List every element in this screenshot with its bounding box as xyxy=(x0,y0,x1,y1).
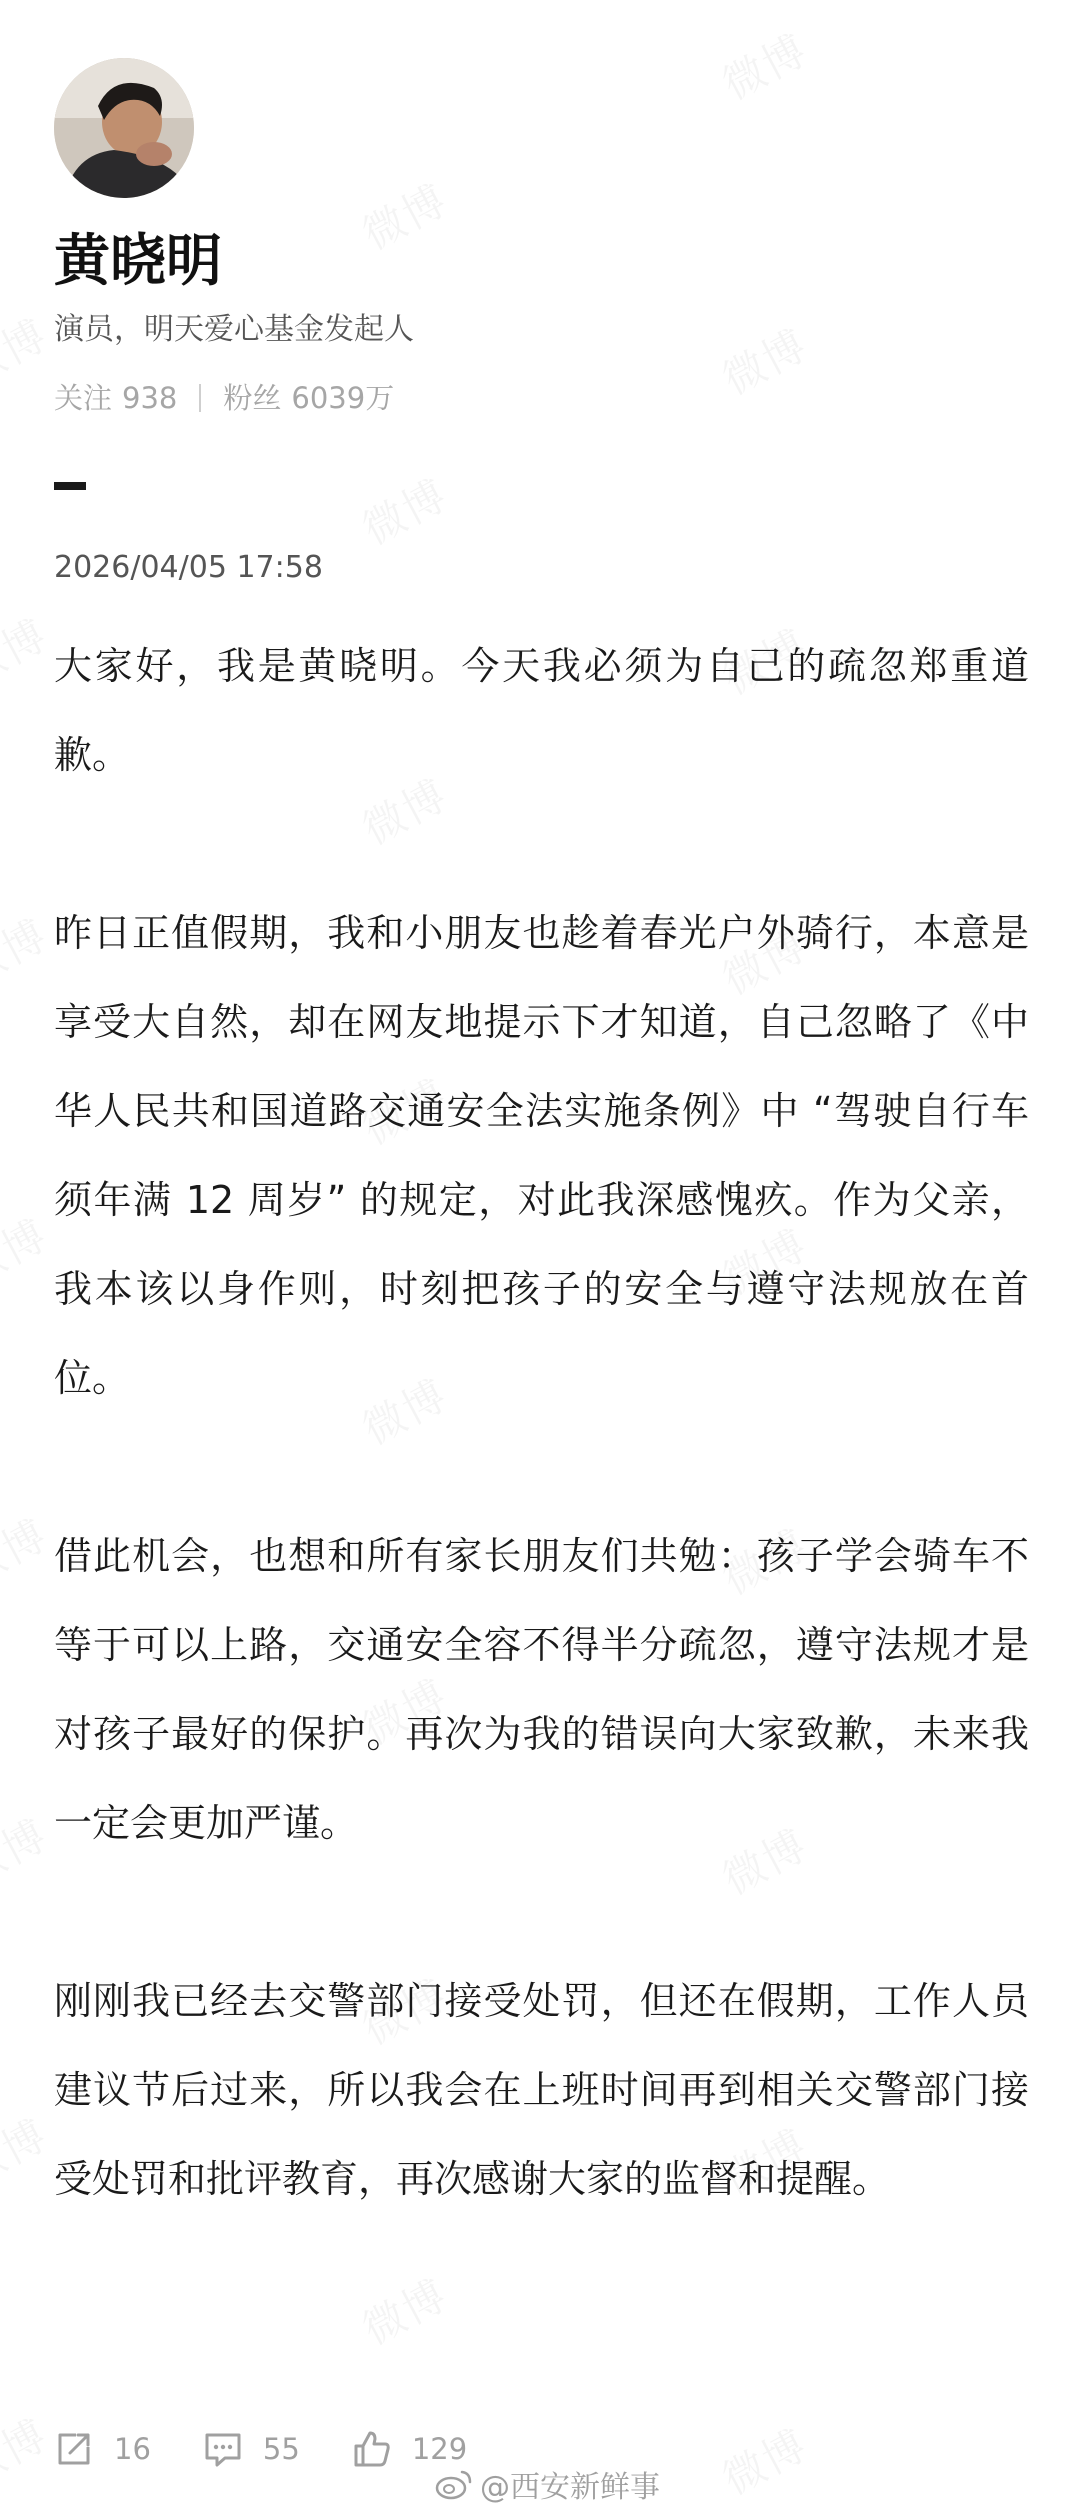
weibo-watermark-text xyxy=(351,168,457,262)
weibo-watermark-text xyxy=(711,2413,817,2507)
weibo-watermark-text xyxy=(0,303,57,397)
profile-stats xyxy=(54,378,394,418)
weibo-watermark-text xyxy=(0,1803,57,1897)
weibo-watermark-text xyxy=(0,2403,57,2497)
followers-stat[interactable] xyxy=(223,378,394,418)
weibo-watermark-text xyxy=(0,1503,57,1597)
weibo-watermark-text xyxy=(711,18,817,112)
source-watermark xyxy=(434,2462,660,2506)
post-paragraph: 昨日正值假期，我和小朋友也趁着春光户外骑行，本意是享受大自然，却在网友地提示下才知道，自己忽略了《中华人民共和国道路交通安全法实施条例》中 “驾驶自行车须年满 12 周岁” 的规定，对此我深感愧疚。作为父亲，我本该以身作则，时刻把孩子的安全与遵守法规放在首位。 xyxy=(54,911,1029,1400)
post-content xyxy=(54,622,1029,2224)
repost-icon xyxy=(54,2429,94,2469)
repost-count: 16 xyxy=(114,2432,151,2466)
followers-count: 6039万 xyxy=(291,381,395,415)
post-paragraph: 借此机会，也想和所有家长朋友们共勉：孩子学会骑车不等于可以上路，交通安全容不得半分疏忽，遵守法规才是对孩子最好的保护。再次为我的错误向大家致歉，未来我一定会更加严谨。 xyxy=(54,1534,1029,1845)
weibo-watermark-text xyxy=(351,463,457,557)
profile-bio: 演员，明天爱心基金发起人 xyxy=(54,312,414,347)
like-count: 129 xyxy=(411,2432,468,2466)
avatar[interactable] xyxy=(54,58,194,198)
weibo-logo-icon xyxy=(434,2468,474,2500)
weibo-watermark-text xyxy=(0,603,57,697)
weibo-watermark-text xyxy=(0,1203,57,1297)
avatar-photo xyxy=(54,58,194,198)
source-handle: @西安新鲜事 xyxy=(480,2470,660,2505)
section-divider xyxy=(54,482,86,490)
post-paragraph: 刚刚我已经去交警部门接受处罚，但还在假期，工作人员建议节后过来，所以我会在上班时间再到相关交警部门接受处罚和批评教育，再次感谢大家的监督和提醒。 xyxy=(54,1979,1029,2201)
repost-button[interactable] xyxy=(54,2429,151,2469)
thumbs-up-icon xyxy=(352,2429,392,2469)
post-timestamp: 2026/04/05 17:58 xyxy=(54,550,323,585)
following-label: 关注 xyxy=(54,381,113,415)
comment-icon xyxy=(203,2429,243,2469)
following-stat[interactable] xyxy=(54,378,177,418)
weibo-watermark-text xyxy=(351,2263,457,2357)
following-count: 938 xyxy=(122,381,178,415)
profile-name[interactable]: 黄晓明 xyxy=(54,229,222,294)
stats-divider xyxy=(199,384,201,412)
followers-label: 粉丝 xyxy=(223,381,282,415)
weibo-watermark-text xyxy=(0,903,57,997)
comment-count: 55 xyxy=(262,2432,300,2466)
weibo-watermark-text xyxy=(711,313,817,407)
weibo-watermark-text xyxy=(0,2103,57,2197)
comment-button[interactable] xyxy=(203,2429,300,2469)
post-paragraph: 大家好，我是黄晓明。今天我必须为自己的疏忽郑重道歉。 xyxy=(54,644,1029,777)
